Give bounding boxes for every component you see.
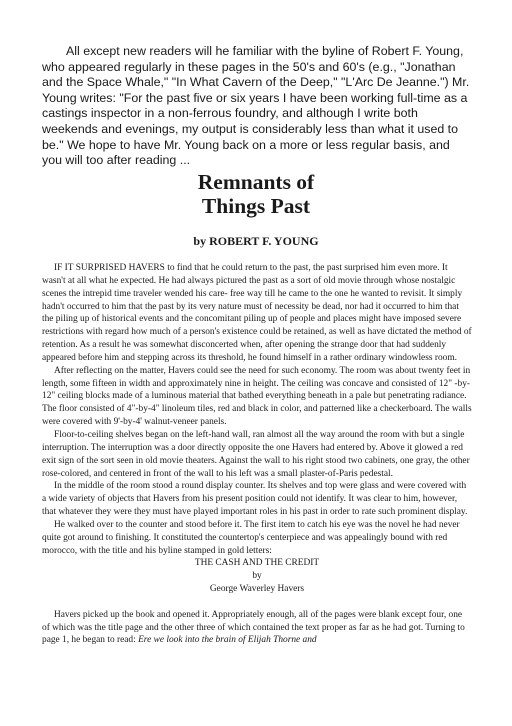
editorial-introduction: All except new readers will he familiar with the byline of Robert F. Young, who appeared regularly in these pages in the 50's and 60's (e.g., "Jonathan and the Space Whale," "In What Cavern of the Deep," "L'Arc De Jeanne.") Mr. Young writes: "For the past five or six years I have been working full-time as a castings inspector in a non-ferrous foundry, and although I write both weekends and evenings, my output is considerably less than what it used to be." We hope to have Mr. Young back on a more or less regular basis, and you will too after reading ... <box>42 44 470 168</box>
story-title-line-2: Things Past <box>201 194 311 218</box>
book-title: THE CASH AND THE CREDIT <box>194 558 320 569</box>
story-paragraph-6-text: Havers picked up the book and opened it. Appropriately enough, all of the pages were blank except four, one of which was the title page and the other three of which contained the text proper as far as he had got. Turning to page 1, he began to read: <box>42 609 465 646</box>
story-paragraph-5: He walked over to the counter and stood before it. The first item to catch his eye was the novel he had never quite got around to finishing. It constituted the countertop's centerpiece and was appealingly bound with red morocco, with the title and his byline stamped in gold letters: <box>42 519 460 556</box>
story-paragraph-2: After reflecting on the matter, Havers could see the need for such economy. The room was about twenty feet in length, some fifteen in width and approximately nine in height. The ceiling was concave and consisted of 12" -by-12" ceiling blocks made of a luminous material that bathed everything beneath in a pale but penetrating radiance. The floor consisted of 4"-by-4" linoleum tiles, red and black in color, and patterned like a checkerboard. The walls were covered with 9'-by-4' walnut-veneer panels. <box>42 365 472 428</box>
story-title <box>0 170 512 218</box>
story-paragraph-6 <box>42 609 472 648</box>
book-author: George Waverley Havers <box>209 584 305 595</box>
story-paragraph-6-italic: Ere we look into the brain of Elijah Thorne and <box>138 635 317 646</box>
story-title-line-1: Remnants of <box>197 170 315 194</box>
book-by: by <box>252 571 262 582</box>
story-byline: by ROBERT F. YOUNG <box>193 234 319 248</box>
story-paragraph-3: Floor-to-ceiling shelves began on the left-hand wall, ran almost all the way around the room with but a single interruption. The interruption was a door directly opposite the one Havers had entered by. Above it glowed a red exit sign of the sort seen in old movie theaters. Against the wall to his right stood two cabinets, one gray, the other rose-colored, and centered in front of the wall to his left was a small plaster-of-Paris pedestal. <box>42 429 470 479</box>
story-body <box>42 262 472 647</box>
story-paragraph-4: In the middle of the room stood a round display counter. Its shelves and top were glass and were covered with a wide variety of objects that Havers from his present position could not identify. It was clear to him, however, that whatever they were they must have played important roles in his past in order to rate such prominent display. <box>42 481 468 518</box>
story-paragraph-1: IF IT SURPRISED HAVERS to find that he could return to the past, the past surprised him even more. It wasn't at all what he expected. He had always pictured the past as a sort of old movie through whose nostalgic scenes the intrepid time traveler wended his care- free way till he came to the one he wanted to revisit. It simply hadn't occurred to him that the past by its very nature must of necessity be dead, nor had it occurred to him that the piling up of historical events and the concomitant piling up of people and places might have imposed severe restrictions with regard how much of a person's existence could be retained, as well as have dictated the method of retention. As a result he was somewhat disconcerted when, after opening the strange door that had suddenly appeared before him and stepping across its threshold, he found himself in a rather ordinary windowless room. <box>42 263 472 363</box>
